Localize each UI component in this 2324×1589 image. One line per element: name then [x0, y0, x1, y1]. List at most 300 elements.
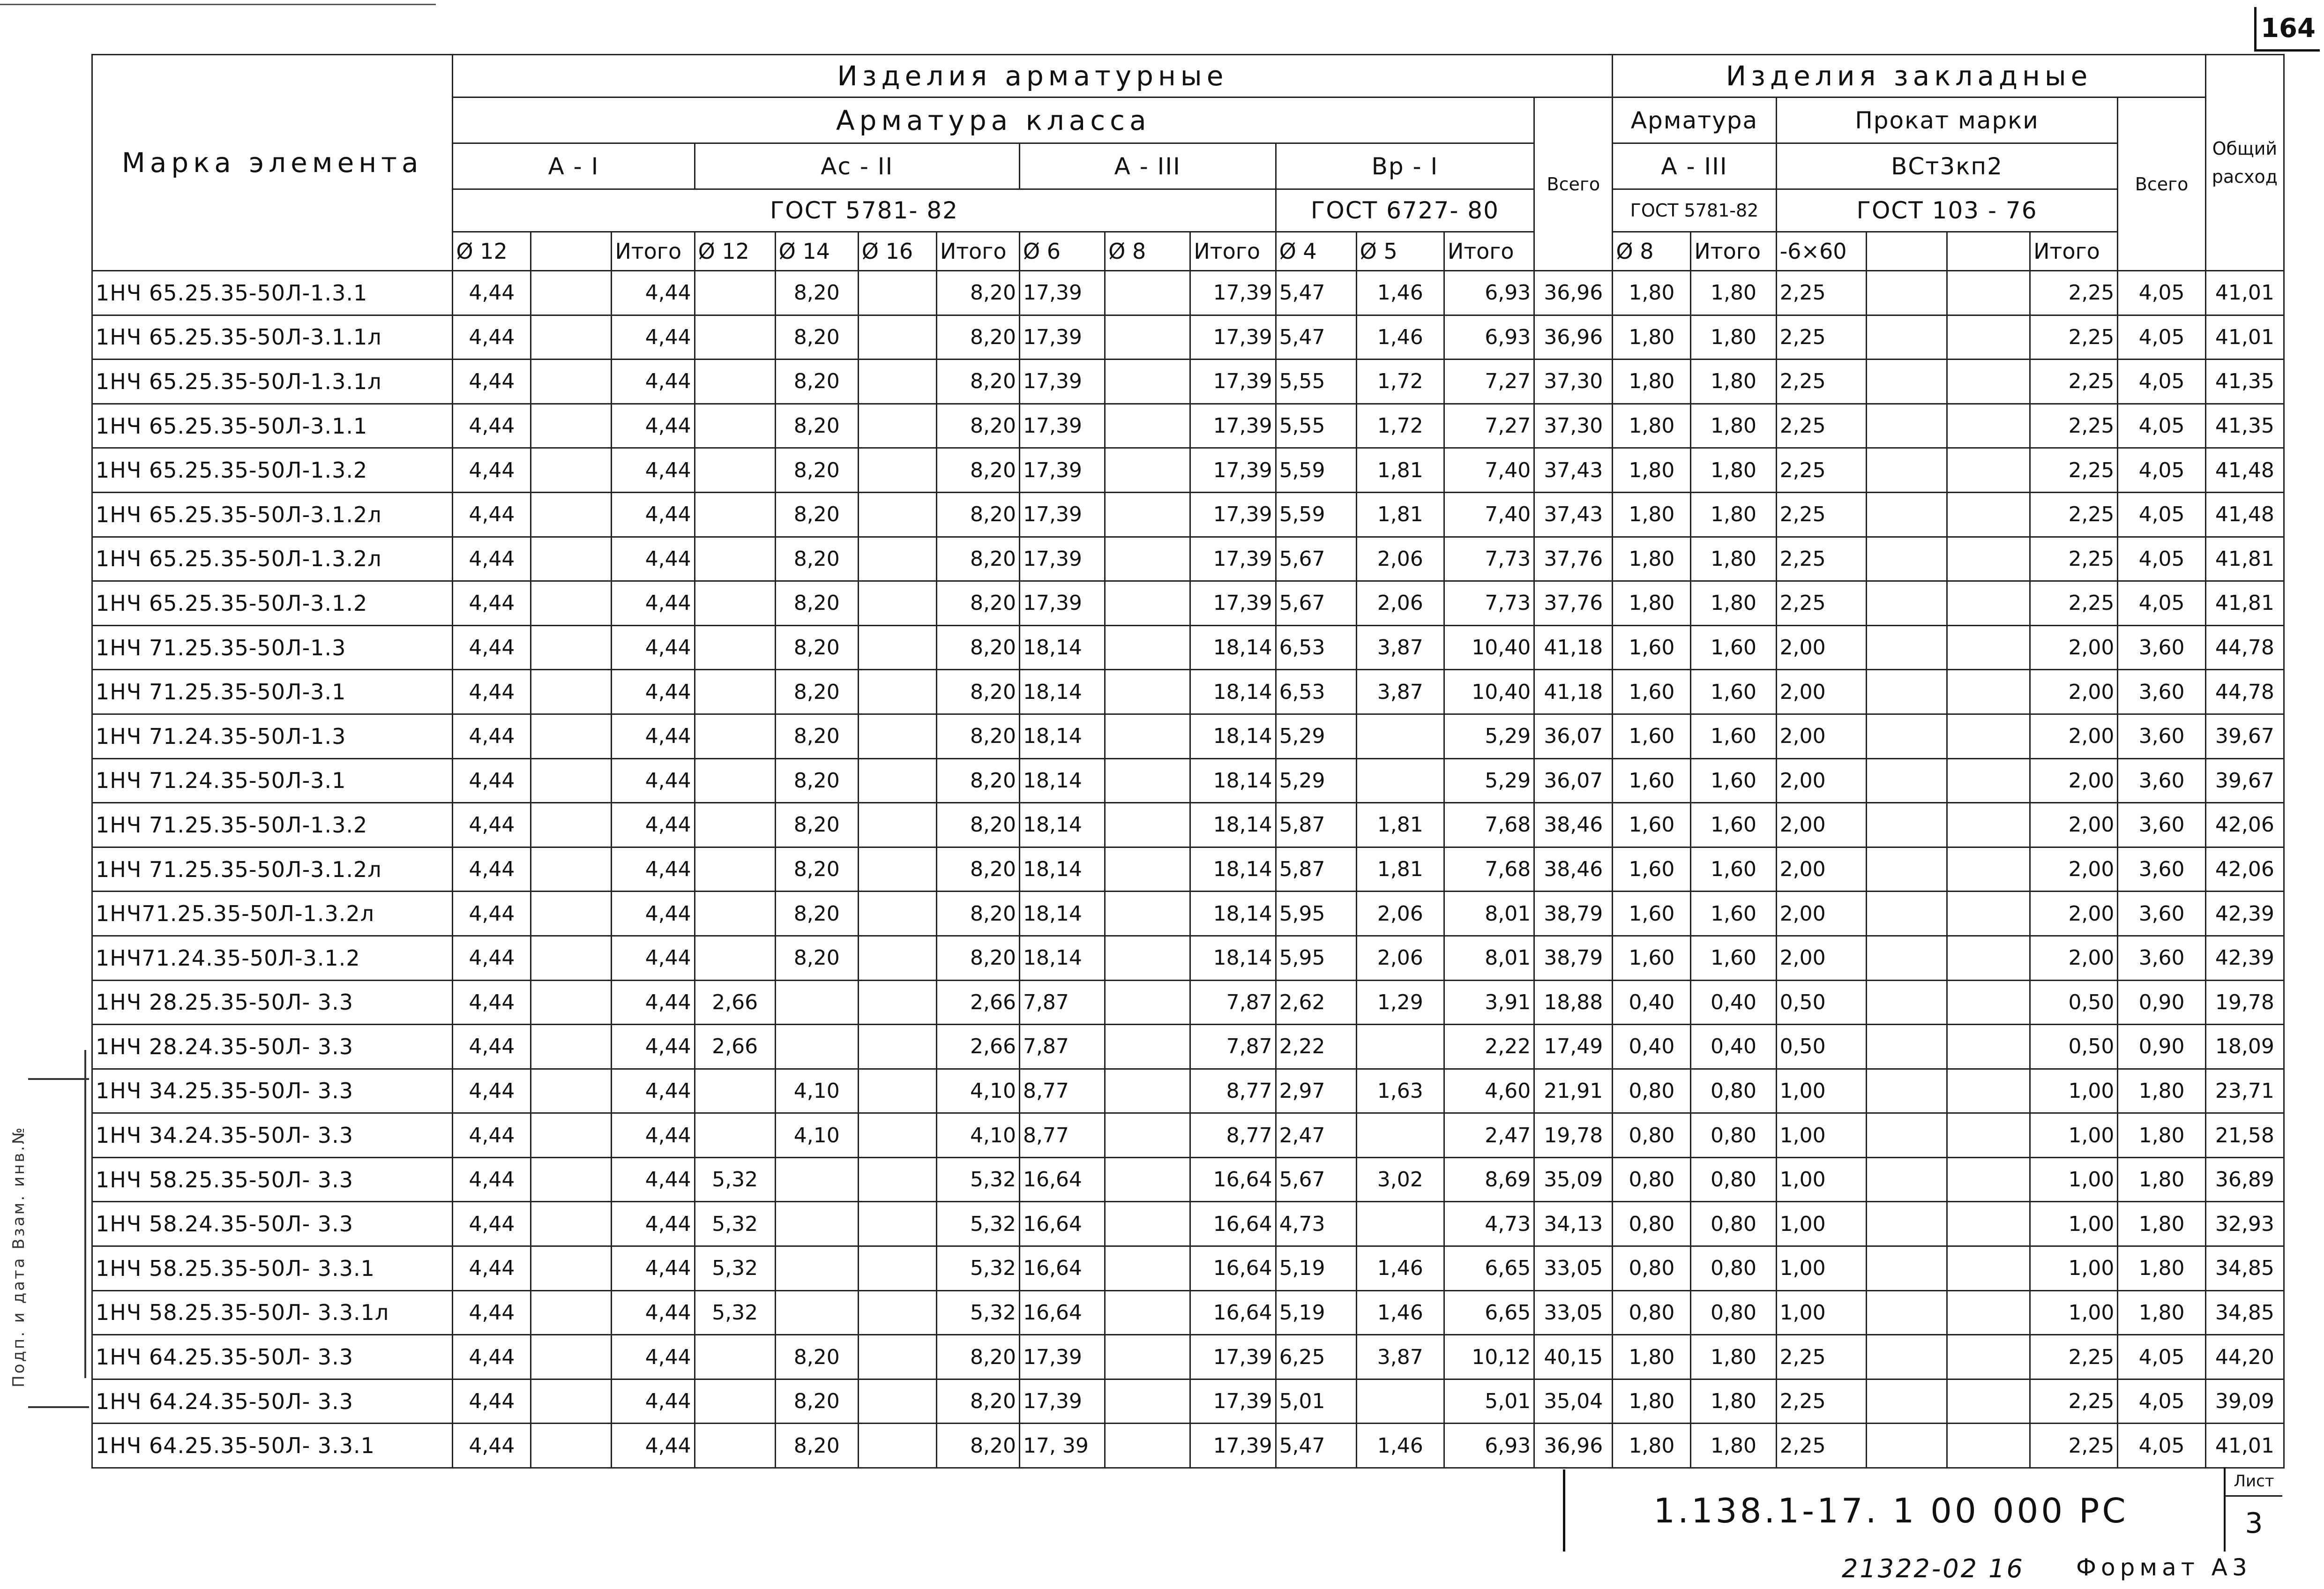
value-cell-a1-12: 4,44	[453, 1202, 531, 1246]
value-cell-z-8: 1,60	[1613, 758, 1691, 803]
value-cell-a3-it: 18,14	[1190, 670, 1276, 714]
value-cell-a1-it: 4,44	[612, 1290, 695, 1335]
value-cell-bp-4: 2,47	[1276, 1113, 1356, 1158]
value-cell-a3-it: 18,14	[1190, 625, 1276, 670]
blank-cell	[1947, 404, 2030, 448]
gost-103-header: ГОСТ 103 - 76	[1776, 189, 2118, 232]
value-cell-a3-6: 18,14	[1019, 758, 1105, 803]
value-cell-bp-5	[1356, 1202, 1444, 1246]
value-cell-ac-14: 8,20	[775, 1424, 858, 1468]
side-stamp-text: Подп. и дата Взам. инв.№	[9, 1125, 28, 1387]
value-cell-a1-12: 4,44	[453, 1335, 531, 1379]
value-cell-bp-it: 10,40	[1444, 670, 1534, 714]
value-cell-a1-it: 4,44	[612, 1246, 695, 1291]
value-cell-ac-it: 8,20	[936, 803, 1019, 847]
value-cell-ac-14: 8,20	[775, 537, 858, 581]
value-cell-p-1: 1,00	[1776, 1290, 1866, 1335]
blank-cell	[531, 315, 612, 360]
value-cell-bp-4: 5,47	[1276, 315, 1356, 360]
table-row	[92, 448, 2284, 493]
element-mark-cell: 1НЧ 65.25.35-50Л-3.1.1л	[92, 315, 453, 360]
value-cell-ac-it: 8,20	[936, 315, 1019, 360]
value-cell-a3-6: 17,39	[1019, 1379, 1105, 1424]
blank-cell	[1866, 980, 1947, 1025]
value-cell-vsego: 35,04	[1534, 1379, 1613, 1424]
value-cell-z-it: 0,80	[1691, 1246, 1776, 1291]
table-body	[92, 271, 2284, 1468]
blank-cell	[1947, 1379, 2030, 1424]
value-cell-ac-12	[695, 1424, 775, 1468]
value-cell-ac-12	[695, 758, 775, 803]
value-cell-p-1: 1,00	[1776, 1202, 1866, 1246]
value-cell-z-8: 1,80	[1613, 271, 1691, 315]
sheet-box	[2224, 1467, 2282, 1552]
embedded-products-header: Изделия закладные	[1613, 55, 2205, 97]
value-cell-total: 41,81	[2205, 537, 2284, 581]
value-cell-a3-8	[1105, 847, 1190, 892]
value-cell-ac-14: 4,10	[775, 1113, 858, 1158]
value-cell-ac-it: 8,20	[936, 537, 1019, 581]
value-cell-vsego: 41,18	[1534, 670, 1613, 714]
blank-cell	[1866, 404, 1947, 448]
value-cell-vsego: 37,30	[1534, 404, 1613, 448]
value-cell-z-8: 1,80	[1613, 1379, 1691, 1424]
value-cell-a3-8	[1105, 758, 1190, 803]
value-cell-vsego: 19,78	[1534, 1113, 1613, 1158]
value-cell-a3-6: 17,39	[1019, 404, 1105, 448]
value-cell-a3-8	[1105, 315, 1190, 360]
value-cell-p-it: 2,25	[2030, 404, 2118, 448]
value-cell-a3-it: 18,14	[1190, 803, 1276, 847]
element-mark-cell: 1НЧ 71.25.35-50Л-3.1	[92, 670, 453, 714]
blank-cell	[531, 892, 612, 936]
value-cell-a3-it: 16,64	[1190, 1246, 1276, 1291]
value-cell-total: 44,78	[2205, 670, 2284, 714]
value-cell-a1-it: 4,44	[612, 315, 695, 360]
value-cell-ac-16	[858, 360, 936, 404]
value-cell-a3-8	[1105, 1069, 1190, 1113]
value-cell-vsego: 38,79	[1534, 892, 1613, 936]
value-cell-z-vsego: 3,60	[2118, 714, 2205, 758]
value-cell-vsego: 36,07	[1534, 758, 1613, 803]
value-cell-a3-it: 18,14	[1190, 847, 1276, 892]
value-cell-bp-4: 4,73	[1276, 1202, 1356, 1246]
blank-cell	[1947, 980, 2030, 1025]
value-cell-a3-it: 16,64	[1190, 1290, 1276, 1335]
value-cell-bp-it: 6,93	[1444, 271, 1534, 315]
col-a3-d6: Ø 6	[1019, 232, 1105, 271]
value-cell-bp-5: 1,29	[1356, 980, 1444, 1025]
value-cell-a3-it: 8,77	[1190, 1069, 1276, 1113]
value-cell-ac-12	[695, 670, 775, 714]
value-cell-z-vsego: 0,90	[2118, 1025, 2205, 1069]
blank-cell	[1866, 847, 1947, 892]
value-cell-a1-12: 4,44	[453, 1424, 531, 1468]
blank-cell	[1947, 892, 2030, 936]
col-ac-itogo: Итого	[936, 232, 1019, 271]
element-mark-cell: 1НЧ 71.25.35-50Л-1.3.2	[92, 803, 453, 847]
value-cell-a1-12: 4,44	[453, 1025, 531, 1069]
value-cell-bp-4: 5,55	[1276, 404, 1356, 448]
element-mark-cell: 1НЧ71.25.35-50Л-1.3.2л	[92, 892, 453, 936]
col-embedded-d8: Ø 8	[1613, 232, 1691, 271]
value-cell-bp-4: 5,55	[1276, 360, 1356, 404]
blank-cell	[531, 1379, 612, 1424]
value-cell-ac-it: 5,32	[936, 1157, 1019, 1202]
rolled-steel-header: Прокат марки	[1776, 97, 2118, 143]
table-row	[92, 492, 2284, 537]
value-cell-bp-5: 1,81	[1356, 448, 1444, 493]
value-cell-a1-it: 4,44	[612, 1157, 695, 1202]
value-cell-p-1: 2,25	[1776, 1379, 1866, 1424]
value-cell-a1-12: 4,44	[453, 803, 531, 847]
value-cell-z-vsego: 1,80	[2118, 1113, 2205, 1158]
value-cell-ac-14: 8,20	[775, 803, 858, 847]
value-cell-bp-5: 1,46	[1356, 271, 1444, 315]
table-row	[92, 1157, 2284, 1202]
element-mark-cell: 1НЧ 64.24.35-50Л- 3.3	[92, 1379, 453, 1424]
element-mark-cell: 1НЧ 71.24.35-50Л-1.3	[92, 714, 453, 758]
value-cell-ac-it: 8,20	[936, 1379, 1019, 1424]
value-cell-total: 44,78	[2205, 625, 2284, 670]
value-cell-p-1: 1,00	[1776, 1157, 1866, 1202]
sheet-label: Лист	[2226, 1467, 2282, 1497]
value-cell-p-1: 2,25	[1776, 1335, 1866, 1379]
value-cell-vsego: 35,09	[1534, 1157, 1613, 1202]
value-cell-z-it: 0,40	[1691, 980, 1776, 1025]
element-mark-cell: 1НЧ 28.24.35-50Л- 3.3	[92, 1025, 453, 1069]
class-a3-header: А - III	[1019, 143, 1276, 189]
value-cell-a1-it: 4,44	[612, 1379, 695, 1424]
value-cell-a1-12: 4,44	[453, 1157, 531, 1202]
value-cell-bp-4: 2,62	[1276, 980, 1356, 1025]
value-cell-bp-it: 8,01	[1444, 892, 1534, 936]
value-cell-ac-it: 8,20	[936, 360, 1019, 404]
value-cell-p-it: 1,00	[2030, 1202, 2118, 1246]
value-cell-bp-it: 8,01	[1444, 936, 1534, 980]
value-cell-bp-it: 5,29	[1444, 758, 1534, 803]
value-cell-ac-12	[695, 847, 775, 892]
value-cell-total: 42,39	[2205, 892, 2284, 936]
value-cell-z-vsego: 3,60	[2118, 892, 2205, 936]
specification-table	[91, 54, 2285, 1469]
table-row	[92, 271, 2284, 315]
value-cell-vsego: 36,07	[1534, 714, 1613, 758]
value-cell-a3-it: 17,39	[1190, 1335, 1276, 1379]
value-cell-a3-8	[1105, 625, 1190, 670]
value-cell-z-vsego: 3,60	[2118, 625, 2205, 670]
value-cell-bp-4: 2,97	[1276, 1069, 1356, 1113]
value-cell-a3-8	[1105, 980, 1190, 1025]
value-cell-p-1: 2,00	[1776, 892, 1866, 936]
value-cell-a1-12: 4,44	[453, 1379, 531, 1424]
value-cell-a1-it: 4,44	[612, 360, 695, 404]
value-cell-p-1: 2,00	[1776, 714, 1866, 758]
blank-cell	[531, 670, 612, 714]
value-cell-a3-it: 17,39	[1190, 1379, 1276, 1424]
table-row	[92, 936, 2284, 980]
value-cell-z-vsego: 3,60	[2118, 670, 2205, 714]
blank-cell	[1947, 625, 2030, 670]
value-cell-bp-4: 5,67	[1276, 1157, 1356, 1202]
value-cell-a1-12: 4,44	[453, 581, 531, 626]
value-cell-ac-12	[695, 404, 775, 448]
table-row	[92, 581, 2284, 626]
table-row	[92, 315, 2284, 360]
value-cell-z-vsego: 3,60	[2118, 758, 2205, 803]
value-cell-a3-6: 16,64	[1019, 1246, 1105, 1291]
value-cell-a1-it: 4,44	[612, 1025, 695, 1069]
value-cell-a3-it: 17,39	[1190, 315, 1276, 360]
value-cell-z-it: 0,40	[1691, 1025, 1776, 1069]
value-cell-bp-5: 1,46	[1356, 1424, 1444, 1468]
value-cell-z-8: 0,40	[1613, 980, 1691, 1025]
element-mark-cell: 1НЧ 64.25.35-50Л- 3.3.1	[92, 1424, 453, 1468]
value-cell-vsego: 38,79	[1534, 936, 1613, 980]
value-cell-total: 41,35	[2205, 360, 2284, 404]
blank-cell	[531, 271, 612, 315]
value-cell-total: 41,48	[2205, 492, 2284, 537]
value-cell-a3-6: 17,39	[1019, 315, 1105, 360]
value-cell-ac-12: 5,32	[695, 1157, 775, 1202]
embedded-total-header: Всего	[2118, 97, 2205, 271]
value-cell-a3-6: 8,77	[1019, 1069, 1105, 1113]
blank-cell	[1947, 271, 2030, 315]
value-cell-a3-it: 17,39	[1190, 404, 1276, 448]
value-cell-total: 34,85	[2205, 1290, 2284, 1335]
value-cell-z-8: 0,80	[1613, 1157, 1691, 1202]
value-cell-bp-5: 1,46	[1356, 315, 1444, 360]
value-cell-ac-12	[695, 448, 775, 493]
value-cell-bp-it: 8,69	[1444, 1157, 1534, 1202]
value-cell-bp-5: 1,46	[1356, 1246, 1444, 1291]
table-row	[92, 1379, 2284, 1424]
value-cell-p-1: 2,25	[1776, 315, 1866, 360]
value-cell-vsego: 36,96	[1534, 1424, 1613, 1468]
blank-cell	[531, 581, 612, 626]
value-cell-z-it: 0,80	[1691, 1069, 1776, 1113]
value-cell-ac-16	[858, 1069, 936, 1113]
table-row	[92, 1113, 2284, 1158]
value-cell-ac-16	[858, 936, 936, 980]
blank-cell	[1866, 1379, 1947, 1424]
value-cell-p-1: 2,00	[1776, 758, 1866, 803]
value-cell-total: 44,20	[2205, 1335, 2284, 1379]
value-cell-p-it: 1,00	[2030, 1157, 2118, 1202]
blank-cell	[531, 1335, 612, 1379]
value-cell-bp-5	[1356, 758, 1444, 803]
value-cell-a1-12: 4,44	[453, 448, 531, 493]
blank-cell	[531, 1290, 612, 1335]
col-ac-d14: Ø 14	[775, 232, 858, 271]
value-cell-bp-5: 3,87	[1356, 1335, 1444, 1379]
value-cell-bp-4: 5,87	[1276, 803, 1356, 847]
value-cell-a3-it: 17,39	[1190, 360, 1276, 404]
blank-cell	[531, 537, 612, 581]
blank-cell	[531, 980, 612, 1025]
value-cell-total: 41,01	[2205, 1424, 2284, 1468]
blank-cell	[531, 847, 612, 892]
side-stamp-frame	[28, 1050, 86, 1378]
table-row	[92, 1025, 2284, 1069]
value-cell-vsego: 33,05	[1534, 1290, 1613, 1335]
value-cell-ac-14	[775, 1202, 858, 1246]
value-cell-a1-it: 4,44	[612, 758, 695, 803]
blank-cell	[1947, 670, 2030, 714]
value-cell-bp-it: 6,65	[1444, 1290, 1534, 1335]
blank-cell	[1947, 315, 2030, 360]
value-cell-p-1: 2,00	[1776, 803, 1866, 847]
value-cell-a1-it: 4,44	[612, 492, 695, 537]
gost-5781-header: ГОСТ 5781- 82	[453, 189, 1276, 232]
value-cell-bp-it: 7,40	[1444, 448, 1534, 493]
value-cell-ac-it: 5,32	[936, 1202, 1019, 1246]
blank-cell	[531, 1157, 612, 1202]
value-cell-z-it: 1,80	[1691, 581, 1776, 626]
value-cell-bp-5: 2,06	[1356, 892, 1444, 936]
value-cell-ac-it: 8,20	[936, 492, 1019, 537]
blank-cell	[531, 714, 612, 758]
table-row	[92, 404, 2284, 448]
value-cell-a1-12: 4,44	[453, 1290, 531, 1335]
value-cell-a3-6: 7,87	[1019, 1025, 1105, 1069]
value-cell-p-1: 2,25	[1776, 271, 1866, 315]
value-cell-bp-it: 2,22	[1444, 1025, 1534, 1069]
value-cell-bp-4: 5,67	[1276, 581, 1356, 626]
element-mark-cell: 1НЧ 65.25.35-50Л-3.1.2	[92, 581, 453, 626]
value-cell-bp-5: 2,06	[1356, 581, 1444, 626]
paper-format: Формат А3	[2076, 1554, 2252, 1581]
value-cell-p-it: 2,00	[2030, 847, 2118, 892]
side-stamp-divider	[28, 1078, 89, 1080]
blank-cell	[531, 404, 612, 448]
rebar-class-header: Арматура класса	[453, 97, 1534, 143]
value-cell-bp-4: 5,29	[1276, 714, 1356, 758]
value-cell-total: 36,89	[2205, 1157, 2284, 1202]
value-cell-a3-8	[1105, 1157, 1190, 1202]
value-cell-p-it: 2,25	[2030, 1424, 2118, 1468]
blank-cell	[1866, 1290, 1947, 1335]
blank-cell	[1947, 360, 2030, 404]
blank-cell	[1866, 670, 1947, 714]
value-cell-z-it: 1,80	[1691, 492, 1776, 537]
value-cell-ac-14	[775, 980, 858, 1025]
class-a1-header: А - I	[453, 143, 695, 189]
value-cell-p-it: 2,00	[2030, 803, 2118, 847]
value-cell-a3-8	[1105, 1335, 1190, 1379]
class-ac2-header: Ас - II	[695, 143, 1019, 189]
value-cell-ac-14: 8,20	[775, 1379, 858, 1424]
value-cell-a1-it: 4,44	[612, 537, 695, 581]
value-cell-a1-it: 4,44	[612, 1424, 695, 1468]
value-cell-ac-it: 8,20	[936, 758, 1019, 803]
element-mark-cell: 1НЧ 71.24.35-50Л-3.1	[92, 758, 453, 803]
class-bp1-header: Вр - I	[1276, 143, 1534, 189]
value-cell-a3-it: 17,39	[1190, 537, 1276, 581]
value-cell-a1-12: 4,44	[453, 847, 531, 892]
blank-cell	[1866, 448, 1947, 493]
value-cell-bp-it: 7,40	[1444, 492, 1534, 537]
value-cell-a3-6: 18,14	[1019, 625, 1105, 670]
value-cell-p-it: 2,25	[2030, 271, 2118, 315]
rebar-products-header: Изделия арматурные	[453, 55, 1613, 97]
value-cell-bp-it: 5,01	[1444, 1379, 1534, 1424]
value-cell-ac-12	[695, 936, 775, 980]
blank-cell	[1866, 936, 1947, 980]
value-cell-z-it: 1,80	[1691, 1335, 1776, 1379]
element-mark-cell: 1НЧ 58.25.35-50Л- 3.3.1	[92, 1246, 453, 1291]
value-cell-a1-12: 4,44	[453, 936, 531, 980]
blank-cell	[1866, 714, 1947, 758]
value-cell-z-vsego: 4,05	[2118, 581, 2205, 626]
value-cell-bp-it: 2,47	[1444, 1113, 1534, 1158]
value-cell-ac-16	[858, 670, 936, 714]
table-row	[92, 1424, 2284, 1468]
value-cell-a1-it: 4,44	[612, 936, 695, 980]
value-cell-p-1: 2,25	[1776, 360, 1866, 404]
element-mark-cell: 1НЧ 28.25.35-50Л- 3.3	[92, 980, 453, 1025]
value-cell-a3-it: 7,87	[1190, 980, 1276, 1025]
value-cell-a1-it: 4,44	[612, 670, 695, 714]
value-cell-p-it: 0,50	[2030, 1025, 2118, 1069]
value-cell-ac-16	[858, 758, 936, 803]
value-cell-a3-8	[1105, 803, 1190, 847]
blank-cell	[531, 448, 612, 493]
value-cell-ac-14: 8,20	[775, 315, 858, 360]
element-mark-cell: 1НЧ 71.25.35-50Л-3.1.2л	[92, 847, 453, 892]
value-cell-ac-12	[695, 1113, 775, 1158]
col-ac-d16: Ø 16	[858, 232, 936, 271]
value-cell-total: 41,01	[2205, 271, 2284, 315]
col-a1-d12: Ø 12	[453, 232, 531, 271]
blank-cell	[1866, 758, 1947, 803]
value-cell-ac-16	[858, 448, 936, 493]
embedded-class-a3-header: А - III	[1613, 143, 1776, 189]
value-cell-bp-it: 7,68	[1444, 847, 1534, 892]
value-cell-vsego: 18,88	[1534, 980, 1613, 1025]
value-cell-ac-14: 8,20	[775, 670, 858, 714]
table-row	[92, 625, 2284, 670]
top-margin-line	[0, 4, 436, 5]
col-prokat-blank-1	[1866, 232, 1947, 271]
blank-cell	[1866, 271, 1947, 315]
element-mark-cell: 1НЧ 58.25.35-50Л- 3.3.1л	[92, 1290, 453, 1335]
blank-cell	[1866, 1424, 1947, 1468]
value-cell-p-it: 2,25	[2030, 1379, 2118, 1424]
value-cell-bp-4: 6,53	[1276, 670, 1356, 714]
value-cell-bp-it: 4,73	[1444, 1202, 1534, 1246]
element-mark-cell: 1НЧ 34.24.35-50Л- 3.3	[92, 1113, 453, 1158]
value-cell-a1-it: 4,44	[612, 625, 695, 670]
value-cell-bp-it: 7,73	[1444, 581, 1534, 626]
value-cell-ac-12	[695, 360, 775, 404]
value-cell-z-8: 1,80	[1613, 404, 1691, 448]
value-cell-ac-12: 5,32	[695, 1290, 775, 1335]
value-cell-a3-it: 17,39	[1190, 271, 1276, 315]
blank-cell	[1947, 1157, 2030, 1202]
value-cell-bp-5: 1,81	[1356, 492, 1444, 537]
value-cell-ac-14: 8,20	[775, 271, 858, 315]
value-cell-z-vsego: 1,80	[2118, 1069, 2205, 1113]
value-cell-ac-it: 8,20	[936, 581, 1019, 626]
value-cell-ac-it: 2,66	[936, 980, 1019, 1025]
blank-cell	[1947, 492, 2030, 537]
value-cell-a3-8	[1105, 271, 1190, 315]
blank-cell	[1947, 1113, 2030, 1158]
value-cell-ac-16	[858, 892, 936, 936]
value-cell-z-it: 1,80	[1691, 537, 1776, 581]
value-cell-a1-12: 4,44	[453, 537, 531, 581]
